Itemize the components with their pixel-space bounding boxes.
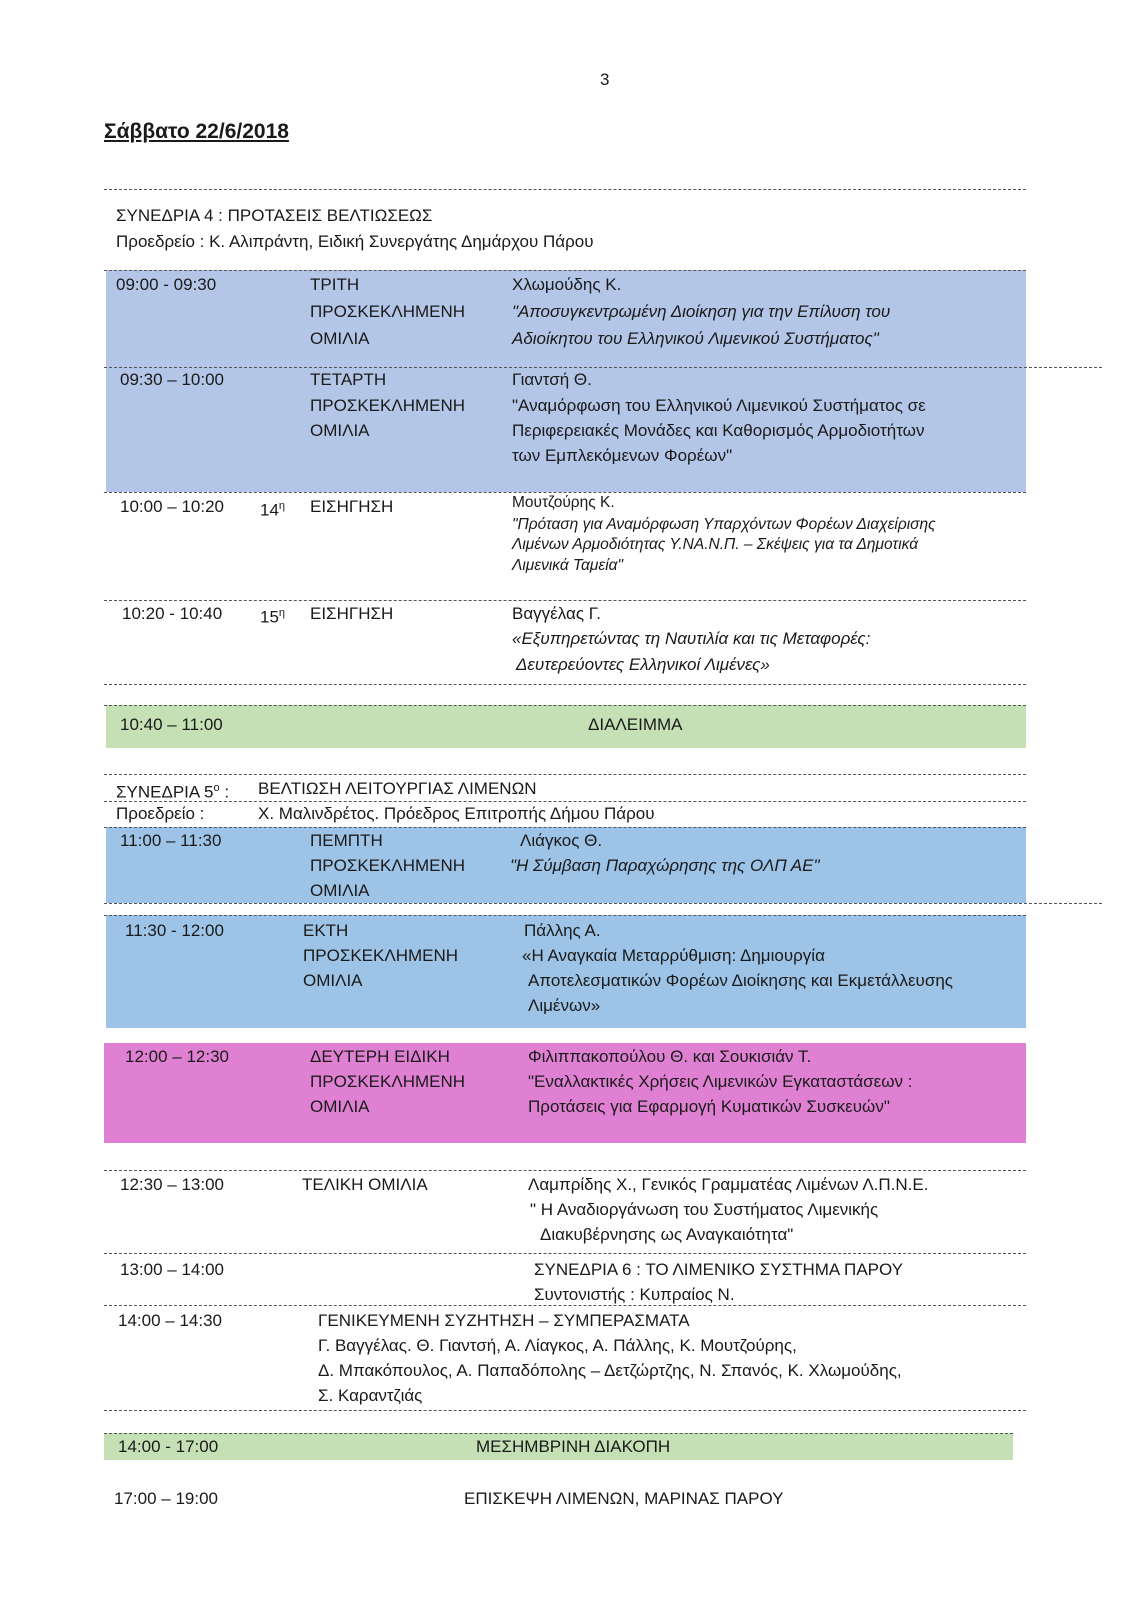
divider <box>104 705 1026 706</box>
row10-time: 13:00 – 14:00 <box>120 1260 224 1279</box>
row6-speaker: Λιάγκος Θ. <box>520 831 603 850</box>
session5-title-colon: : <box>219 782 230 802</box>
row4-title-1: «Εξυπηρετώντας τη Ναυτιλία και τις Μεταφορές: <box>512 629 871 648</box>
row3-title-1: "Πρόταση για Αναμόρφωση Υπαρχόντων Φορέων Διαχείρισης <box>512 516 936 533</box>
divider <box>104 1410 1026 1411</box>
row3-number-value: 14 <box>260 500 279 520</box>
session5-title-sup: ο <box>213 782 220 794</box>
row9-kind: ΤΕΛΙΚΗ ΟΜΙΛΙΑ <box>302 1175 428 1194</box>
row2-speaker: Γιαντσή Θ. <box>512 370 592 389</box>
row12-time: 14:00 - 17:00 <box>118 1437 219 1456</box>
row10-line-2: Συντονιστής : Κυπραίος Ν. <box>534 1285 735 1304</box>
row2-kind-1: ΤΕΤΑΡΤΗ <box>310 370 387 389</box>
row3-kind: ΕΙΣΗΓΗΣΗ <box>310 497 394 516</box>
session4-title: ΣΥΝΕΔΡΙΑ 4 : ΠΡΟΤΑΣΕΙΣ ΒΕΛΤΙΩΣΕΩΣ <box>116 206 433 225</box>
row1-kind-2: ΠΡΟΣΚΕΚΛΗΜΕΝΗ <box>310 302 466 321</box>
row4-number <box>260 601 285 630</box>
row3-number <box>260 494 285 523</box>
row8-kind-1: ΔΕΥΤΕΡΗ ΕΙΔΙΚΗ <box>310 1047 450 1066</box>
break-bg <box>106 705 1026 748</box>
divider <box>104 1305 1026 1306</box>
row9-speaker: Λαμπρίδης Χ., Γενικός Γραμματέας Λιμένων Λ.Π.Ν.Ε. <box>528 1175 929 1194</box>
row11-time: 14:00 – 14:30 <box>118 1311 222 1330</box>
row2-title-2: Περιφερειακές Μονάδες και Καθορισμός Αρμοδιοτήτων <box>512 421 925 440</box>
row6-kind-3: ΟΜΙΛΙΑ <box>310 881 370 900</box>
row8-time: 12:00 – 12:30 <box>125 1047 229 1066</box>
row2-title-1: "Αναμόρφωση του Ελληνικού Λιμενικού Συστήματος σε <box>512 396 926 415</box>
row11-line-3: Δ. Μπακόπουλος, Α. Παπαδόπολης – Δετζώρτζης, Ν. Σπανός, Κ. Χλωμούδης, <box>318 1361 902 1380</box>
row7-title-3: Λιμένων» <box>528 996 601 1015</box>
divider <box>104 270 1026 271</box>
row4-speaker: Βαγγέλας Γ. <box>512 604 601 623</box>
row2-title-3: των Εμπλεκόμενων Φορέων" <box>512 446 733 465</box>
page-number: 3 <box>600 70 610 89</box>
row3-time: 10:00 – 10:20 <box>120 497 224 516</box>
row9-title-1: " Η Αναδιοργάνωση του Συστήματος Λιμενικής <box>530 1200 879 1219</box>
session5-chair-name: Χ. Μαλινδρέτος. Πρόεδρος Επιτροπής Δήμου Πάρου <box>258 804 655 823</box>
row5-label: ΔΙΑΛΕΙΜΜΑ <box>588 715 683 734</box>
row3-speaker: Μουτζούρης Κ. <box>512 494 615 511</box>
row9-title-2: Διακυβέρνησης ως Αναγκαιότητα" <box>540 1225 794 1244</box>
divider <box>104 774 1026 775</box>
row8-title-2: Προτάσεις για Εφαρμογή Κυματικών Συσκευών" <box>528 1097 890 1116</box>
session5-title-text: ΒΕΛΤΙΩΣΗ ΛΕΙΤΟΥΡΓΙΑΣ ΛΙΜΕΝΩΝ <box>258 779 537 798</box>
row7-kind-1: ΕΚΤΗ <box>303 921 349 940</box>
row7-title-1: «Η Αναγκαία Μεταρρύθμιση: Δημιουργία <box>522 946 825 965</box>
row7-kind-3: ΟΜΙΛΙΑ <box>303 971 363 990</box>
row4-title-2: Δευτερεύοντες Ελληνικοί Λιμένες» <box>516 655 770 674</box>
row3-title-3: Λιμενικά Ταμεία" <box>512 557 623 574</box>
divider <box>104 189 1026 190</box>
row6-title-1: "Η Σύμβαση Παραχώρησης της ΟΛΠ ΑΕ" <box>510 856 820 875</box>
row4-number-value: 15 <box>260 607 279 627</box>
row9-time: 12:30 – 13:00 <box>120 1175 224 1194</box>
divider <box>104 367 1102 368</box>
row1-title-1: "Αποσυγκεντρωμένη Διοίκηση για την Επίλυση του <box>512 302 891 321</box>
row3-title-2: Λιμένων Αρμοδιότητας Υ.ΝΑ.Ν.Π. – Σκέψεις για τα Δημοτικά <box>512 536 919 553</box>
row13-time: 17:00 – 19:00 <box>114 1489 218 1508</box>
row8-speaker: Φιλιππακοπούλου Θ. και Σουκισιάν Τ. <box>528 1047 812 1066</box>
row2-kind-3: ΟΜΙΛΙΑ <box>310 421 370 440</box>
row4-kind: ΕΙΣΗΓΗΣΗ <box>310 604 394 623</box>
row12-label: ΜΕΣΗΜΒΡΙΝΗ ΔΙΑΚΟΠΗ <box>476 1437 671 1456</box>
row2-time: 09:30 – 10:00 <box>120 370 224 389</box>
divider <box>104 684 1026 685</box>
row3-number-sup: η <box>278 500 286 512</box>
row6-kind-2: ΠΡΟΣΚΕΚΛΗΜΕΝΗ <box>310 856 466 875</box>
divider <box>104 1253 1026 1254</box>
row13-label: ΕΠΙΣΚΕΨΗ ΛΙΜΕΝΩΝ, ΜΑΡΙΝΑΣ ΠΑΡΟΥ <box>464 1489 784 1508</box>
divider <box>104 1170 1026 1171</box>
row7-kind-2: ΠΡΟΣΚΕΚΛΗΜΕΝΗ <box>303 946 459 965</box>
row6-time: 11:00 – 11:30 <box>120 831 222 850</box>
session5-chair-label: Προεδρείο : <box>116 804 205 823</box>
row2-kind-2: ΠΡΟΣΚΕΚΛΗΜΕΝΗ <box>310 396 466 415</box>
row8-title-1: "Εναλλακτικές Χρήσεις Λιμενικών Εγκαταστάσεων : <box>528 1072 913 1091</box>
row11-line-2: Γ. Βαγγέλας. Θ. Γιαντσή, Α. Λίαγκος, Α. Πάλλης, Κ. Μουτζούρης, <box>318 1336 797 1355</box>
row1-speaker: Χλωμούδης Κ. <box>512 275 622 294</box>
row10-line-1: ΣΥΝΕΔΡΙΑ 6 : ΤΟ ΛΙΜΕΝΙΚΟ ΣΥΣΤΗΜΑ ΠΑΡΟΥ <box>534 1260 904 1279</box>
row8-kind-3: ΟΜΙΛΙΑ <box>310 1097 370 1116</box>
row11-line-1: ΓΕΝΙΚΕΥΜΕΝΗ ΣΥΖΗΤΗΣΗ – ΣΥΜΠΕΡΑΣΜΑΤΑ <box>318 1311 690 1330</box>
divider <box>104 903 1102 904</box>
divider <box>104 915 1026 916</box>
row1-time: 09:00 - 09:30 <box>116 275 217 294</box>
row7-time: 11:30 - 12:00 <box>125 921 224 940</box>
row11-line-4: Σ. Καραντζιάς <box>318 1386 423 1405</box>
row4-time: 10:20 - 10:40 <box>122 604 223 623</box>
row4-number-sup: η <box>278 607 286 619</box>
row1-kind-3: ΟΜΙΛΙΑ <box>310 329 370 348</box>
date-heading: Σάββατο 22/6/2018 <box>104 120 289 143</box>
row7-speaker: Πάλλης Α. <box>524 921 601 940</box>
row8-kind-2: ΠΡΟΣΚΕΚΛΗΜΕΝΗ <box>310 1072 466 1091</box>
row5-time: 10:40 – 11:00 <box>120 715 223 734</box>
session4-chair: Προεδρείο : Κ. Αλιπράντη, Ειδική Συνεργάτης Δημάρχου Πάρου <box>116 232 594 251</box>
row7-title-2: Αποτελεσματικών Φορέων Διοίκησης και Εκμετάλλευσης <box>528 971 953 990</box>
row6-kind-1: ΠΕΜΠΤΗ <box>310 831 383 850</box>
row1-kind-1: ΤΡΙΤΗ <box>310 275 360 294</box>
session5-title-prefix: ΣΥΝΕΔΡΙΑ 5 <box>116 782 214 802</box>
row1-title-2: Αδιοίκητου του Ελληνικού Λιμενικού Συστήματος" <box>512 329 879 348</box>
